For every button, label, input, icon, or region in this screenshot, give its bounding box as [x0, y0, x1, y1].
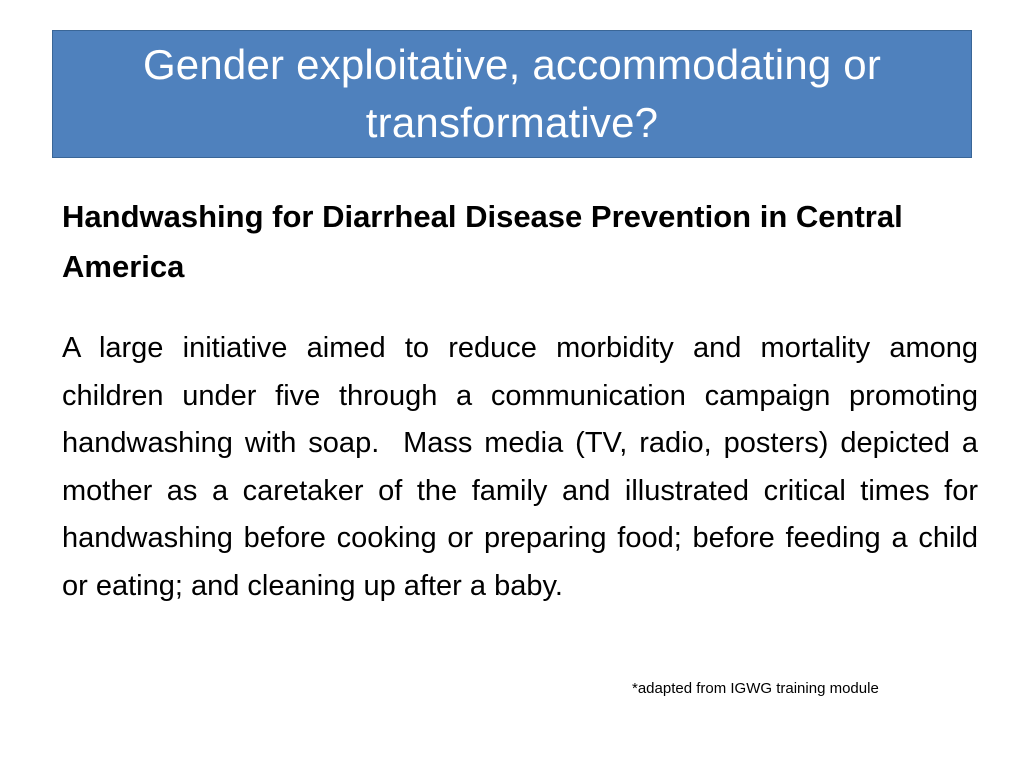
source-footnote: *adapted from IGWG training module [632, 680, 879, 697]
slide-subtitle: Handwashing for Diarrheal Disease Prevention in Central America [62, 199, 903, 284]
slide-title: Gender exploitative, accommodating or transformative? [142, 41, 882, 146]
title-banner [52, 30, 972, 158]
slide-body-paragraph: A large initiative aimed to reduce morbidity and mortality among children under five through a communication campaign promoting handwashing with soap. Mass media (TV, radio, posters) depicted a mother as a caretaker of the family and illustrated critical times for handwashing before cooking or preparing food; before feeding a child or eating; and cleaning up after a baby. [62, 332, 978, 602]
